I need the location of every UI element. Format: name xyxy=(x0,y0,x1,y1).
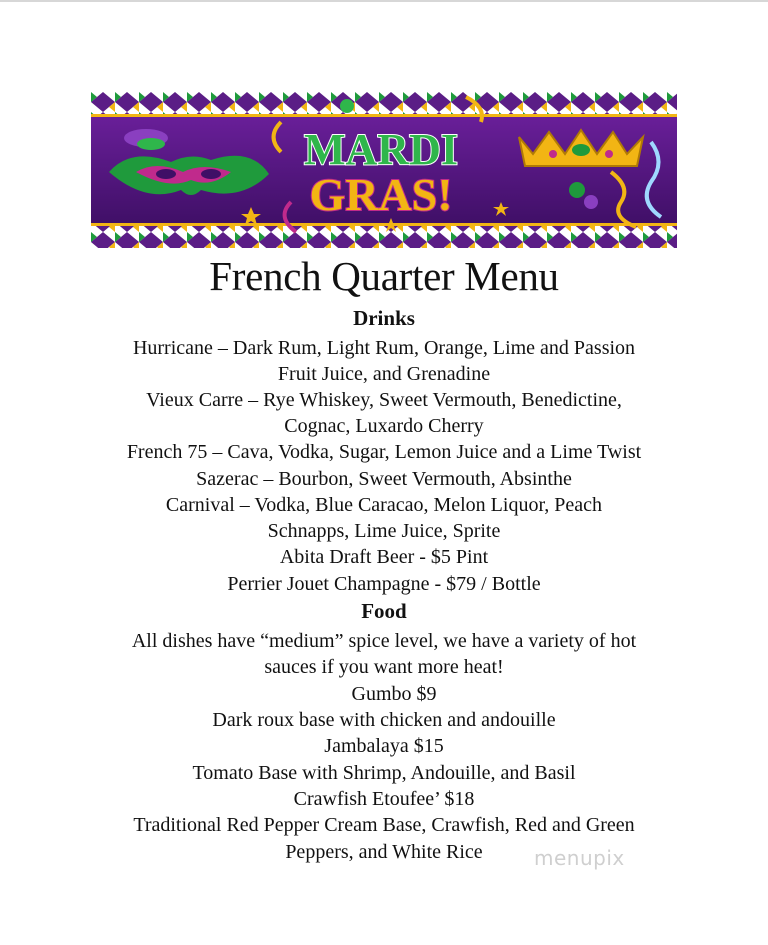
food-heading: Food xyxy=(361,599,407,623)
top-border xyxy=(0,0,768,2)
food-line: Traditional Red Pepper Cream Base, Crawfish, Red and Green xyxy=(133,814,635,836)
drink-line: French 75 – Cava, Vodka, Sugar, Lemon Juice and a Lime Twist xyxy=(126,441,642,463)
drink-line: Cognac, Luxardo Cherry xyxy=(284,415,484,437)
food-line: sauces if you want more heat! xyxy=(264,656,504,678)
drink-line: Hurricane – Dark Rum, Light Rum, Orange, Lime and Passion xyxy=(132,337,636,359)
food-line: All dishes have “medium” spice level, we have a variety of hot xyxy=(131,630,637,652)
food-line: Crawfish Etoufee’ $18 xyxy=(293,788,475,810)
banner-gras-text: GRAS! xyxy=(309,169,453,220)
drink-line: Perrier Jouet Champagne - $79 / Bottle xyxy=(227,573,541,595)
drink-line: Fruit Juice, and Grenadine xyxy=(277,363,491,385)
menu-title: French Quarter Menu xyxy=(209,253,559,299)
food-line: Dark roux base with chicken and andouille xyxy=(212,709,556,731)
drink-line: Sazerac – Bourbon, Sweet Vermouth, Absinthe xyxy=(196,468,572,490)
food-line: Jambalaya $15 xyxy=(324,735,444,757)
drink-line: Schnapps, Lime Juice, Sprite xyxy=(267,520,501,542)
banner-mardi-text: MARDI xyxy=(304,125,458,174)
food-line: Tomato Base with Shrimp, Andouille, and Basil xyxy=(192,762,576,784)
drinks-heading: Drinks xyxy=(353,306,415,330)
watermark: menupix xyxy=(534,846,625,870)
drink-line: Carnival – Vodka, Blue Caracao, Melon Liquor, Peach xyxy=(165,494,603,516)
food-line: Peppers, and White Rice xyxy=(285,841,483,863)
mardi-gras-banner xyxy=(91,92,677,248)
drink-line: Abita Draft Beer - $5 Pint xyxy=(279,546,489,568)
food-line: Gumbo $9 xyxy=(351,683,437,705)
drink-line: Vieux Carre – Rye Whiskey, Sweet Vermouth, Benedictine, xyxy=(146,389,622,411)
